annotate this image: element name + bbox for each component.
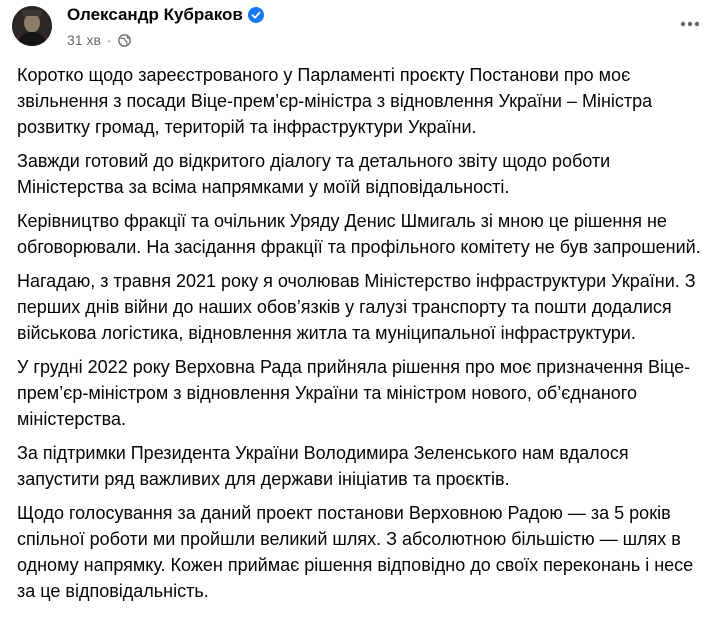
- post-paragraph: У грудні 2022 року Верховна Рада прийняла рішення про моє призначення Віце-прем’єр-міністром з відновлення України та міністром нового, об’єднаного міністерства.: [17, 357, 691, 429]
- post-body: [17, 62, 707, 612]
- post-paragraph: За підтримки Президента України Володимира Зеленського нам вдалося запустити ряд важливих для держави ініціатив та проєктів.: [17, 443, 629, 489]
- post-paragraph: Нагадаю, з травня 2021 року я очолював Міністерство інфраструктури України. З перших днів війни до наших обов’язків у галузі транспорту та пошти додалися військова логістика, відновлення житла та муніципальної інфраструктури.: [17, 271, 696, 343]
- avatar[interactable]: [12, 6, 52, 46]
- post-paragraph: Коротко щодо зареєстрованого у Парламенті проєкту Постанови про моє звільнення з посади Віце-прем’єр-міністра з відновлення України – Міністра розвитку громад, територій та інфраструктури України.: [17, 65, 653, 137]
- post-header: [12, 0, 706, 62]
- author-name[interactable]: Олександр Кубраков: [67, 5, 243, 24]
- post-paragraph: Завжди готовий до відкритого діалогу та детального звіту щодо роботи Міністерства за всіма напрямками у моїй відповідальності.: [17, 151, 611, 197]
- post-time[interactable]: 31 хв: [67, 32, 101, 48]
- more-options-button[interactable]: [676, 10, 704, 38]
- more-icon: [680, 21, 700, 27]
- meta-separator: ·: [106, 32, 112, 48]
- globe-icon[interactable]: [118, 34, 131, 47]
- post-meta: [67, 32, 131, 48]
- post-paragraph: Керівництво фракції та очільник Уряду Денис Шмигаль зі мною це рішення не обговорювали. На засідання фракції та профільного комітету не був запрошений.: [17, 211, 701, 257]
- verified-badge-icon: [248, 7, 264, 23]
- author-row: [67, 5, 264, 25]
- post-paragraph: Щодо голосування за даний проект постанови Верховною Радою — за 5 років спільної роботи ми пройшли великий шлях. З абсолютною більшістю — шлях в одному напрямку. Кожен приймає рішення відповідно до своїх переконань і несе за це відповідальність.: [17, 503, 694, 601]
- avatar-image: [12, 6, 52, 46]
